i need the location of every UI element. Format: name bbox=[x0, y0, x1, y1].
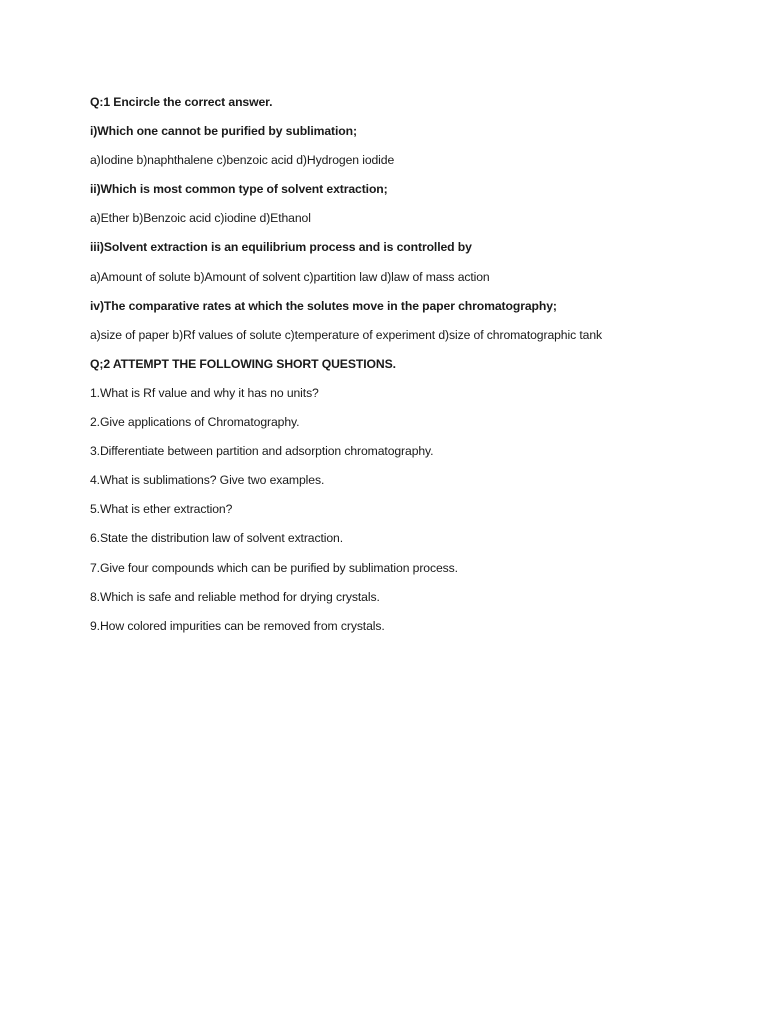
q1-options-3: a)Amount of solute b)Amount of solvent c)partition law d)law of mass action bbox=[90, 269, 490, 284]
q2-question-6: 6.State the distribution law of solvent extraction. bbox=[90, 531, 344, 546]
q2-question-5: 5.What is ether extraction? bbox=[90, 502, 233, 517]
q2-question-4: 4.What is sublimations? Give two examples. bbox=[90, 473, 325, 488]
q1-question-3: iii)Solvent extraction is an equilibrium process and is controlled by bbox=[90, 240, 472, 255]
q2-question-9: 9.How colored impurities can be removed from crystals. bbox=[90, 618, 385, 633]
q2-heading: Q;2 ATTEMPT THE FOLLOWING SHORT QUESTIONS. bbox=[90, 356, 396, 371]
q1-heading: Q:1 Encircle the correct answer. bbox=[90, 95, 273, 109]
q1-options-2: a)Ether b)Benzoic acid c)iodine d)Ethanol bbox=[90, 211, 311, 226]
q1-options-1: a)Iodine b)naphthalene c)benzoic acid d)Hydrogen iodide bbox=[90, 153, 395, 168]
q2-question-8: 8.Which is safe and reliable method for drying crystals. bbox=[90, 589, 380, 604]
q1-question-1: i)Which one cannot be purified by sublimation; bbox=[90, 124, 357, 139]
q2-question-2: 2.Give applications of Chromatography. bbox=[90, 415, 300, 430]
q2-question-3: 3.Differentiate between partition and adsorption chromatography. bbox=[90, 444, 434, 459]
q1-question-2: ii)Which is most common type of solvent extraction; bbox=[90, 182, 388, 197]
q2-question-1: 1.What is Rf value and why it has no units? bbox=[90, 385, 319, 400]
q1-question-4: iv)The comparative rates at which the solutes move in the paper chromatography; bbox=[90, 298, 557, 313]
question-paper bbox=[90, 92, 740, 645]
q1-options-4: a)size of paper b)Rf values of solute c)temperature of experiment d)size of chromatographic tank bbox=[90, 327, 603, 342]
q2-question-7: 7.Give four compounds which can be purified by sublimation process. bbox=[90, 560, 458, 575]
